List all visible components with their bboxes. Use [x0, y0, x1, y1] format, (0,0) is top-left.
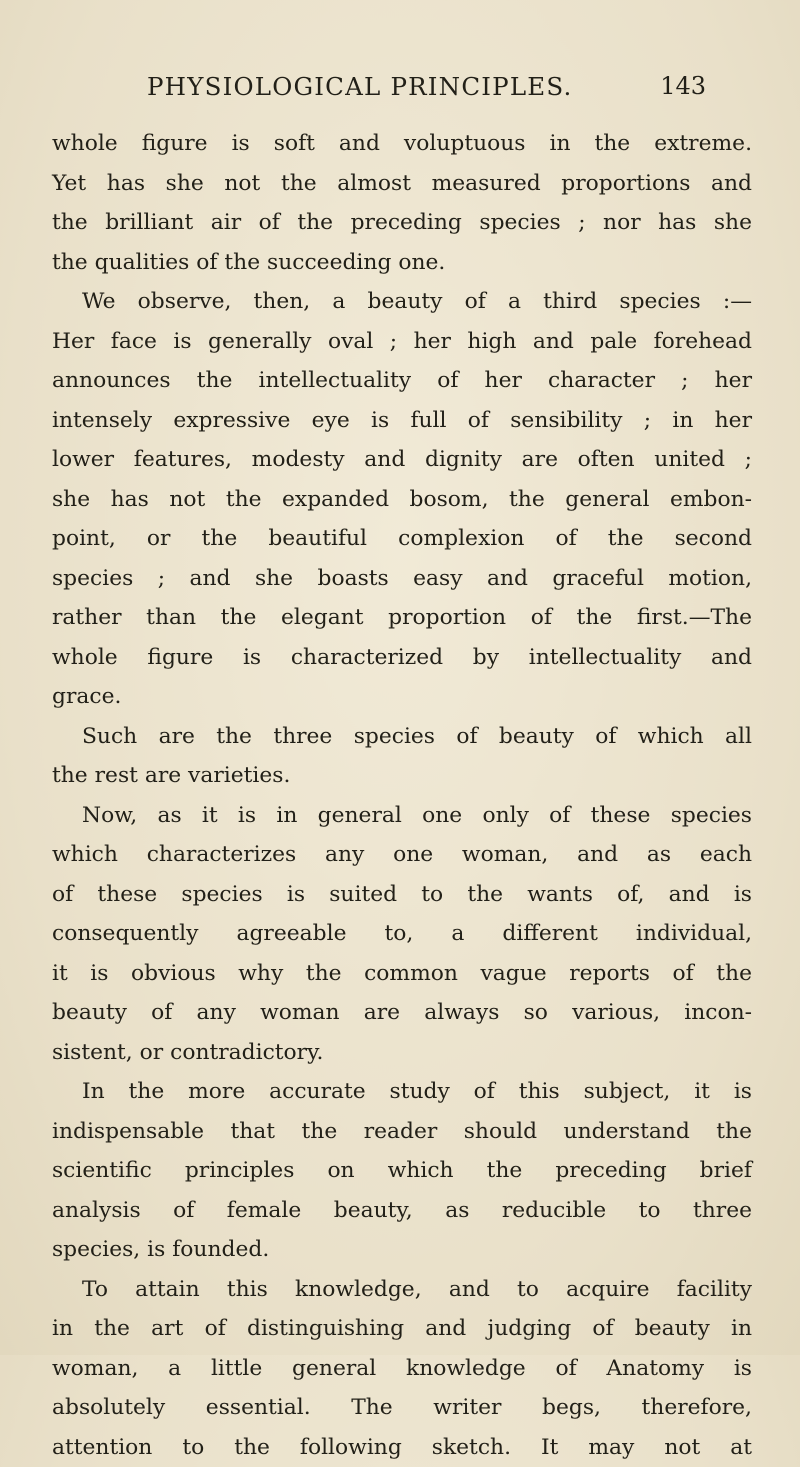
running-title: PHYSIOLOGICAL PRINCIPLES. — [147, 72, 572, 101]
text-line: the qualities of the succeeding one. — [52, 243, 752, 283]
text-line: of these species is suited to the wants of, and is — [52, 875, 752, 915]
text-line: In the more accurate study of this subject, it is — [52, 1072, 752, 1112]
text-line: attention to the following sketch. It may not at — [52, 1428, 752, 1467]
text-line: species ; and she boasts easy and graceful motion, — [52, 559, 752, 599]
text-line: woman, a little general knowledge of Anatomy is — [52, 1349, 752, 1389]
text-line: consequently agreeable to, a different individual, — [52, 914, 752, 954]
text-line: in the art of distinguishing and judging of beauty in — [52, 1309, 752, 1349]
text-line: rather than the elegant proportion of the first.—The — [52, 598, 752, 638]
text-line: absolutely essential. The writer begs, therefore, — [52, 1388, 752, 1428]
text-line: it is obvious why the common vague reports of the — [52, 954, 752, 994]
text-line: she has not the expanded bosom, the general embon- — [52, 480, 752, 520]
text-line: indispensable that the reader should understand the — [52, 1112, 752, 1152]
text-line: point, or the beautiful complexion of the second — [52, 519, 752, 559]
text-line: intensely expressive eye is full of sensibility ; in her — [52, 401, 752, 441]
text-line: whole figure is characterized by intellectuality and — [52, 638, 752, 678]
text-line: Now, as it is in general one only of these species — [52, 796, 752, 836]
text-line: We observe, then, a beauty of a third species :— — [52, 282, 752, 322]
running-head — [52, 72, 752, 124]
text-line: the rest are varieties. — [52, 756, 752, 796]
text-line: which characterizes any one woman, and as each — [52, 835, 752, 875]
page-number: 143 — [660, 72, 706, 100]
text-line: scientific principles on which the preceding brief — [52, 1151, 752, 1191]
text-line: Such are the three species of beauty of which all — [52, 717, 752, 757]
text-line: beauty of any woman are always so various, incon- — [52, 993, 752, 1033]
text-line: Yet has she not the almost measured proportions and — [52, 164, 752, 204]
text-line: sistent, or contradictory. — [52, 1033, 752, 1073]
text-line: To attain this knowledge, and to acquire facility — [52, 1270, 752, 1310]
body-text — [52, 124, 752, 1467]
book-page — [52, 72, 752, 1467]
text-line: analysis of female beauty, as reducible to three — [52, 1191, 752, 1231]
text-line: the brilliant air of the preceding species ; nor has she — [52, 203, 752, 243]
text-line: whole figure is soft and voluptuous in the extreme. — [52, 124, 752, 164]
text-line: announces the intellectuality of her character ; her — [52, 361, 752, 401]
text-line: grace. — [52, 677, 752, 717]
text-line: species, is founded. — [52, 1230, 752, 1270]
text-line: Her face is generally oval ; her high and pale forehead — [52, 322, 752, 362]
text-line: lower features, modesty and dignity are often united ; — [52, 440, 752, 480]
